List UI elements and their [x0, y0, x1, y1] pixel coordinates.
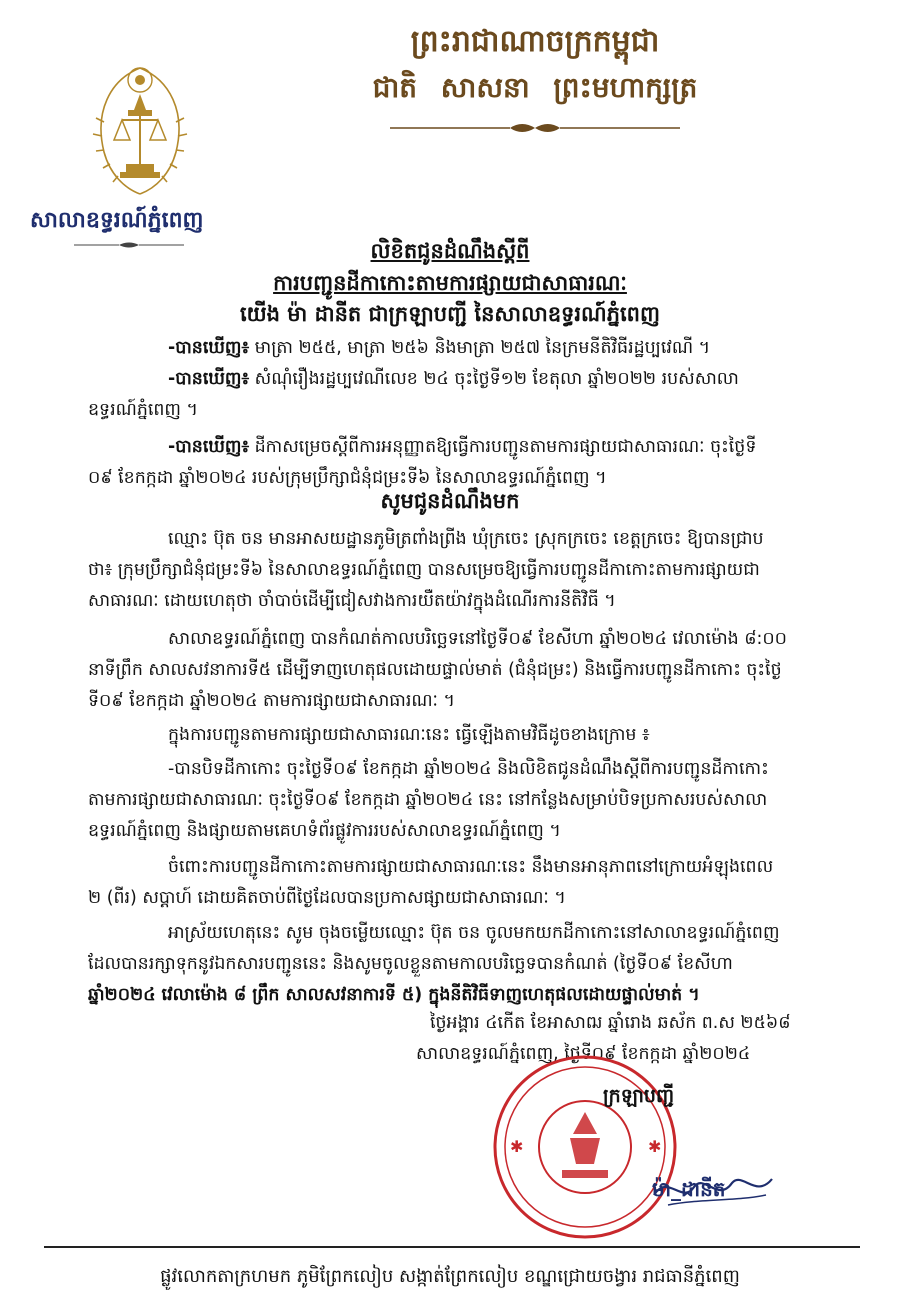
- motto-heading: ជាតិ សាសនា ព្រះមហាក្សត្រ: [372, 71, 698, 104]
- body-p4-l1: -បានបិទដីកាកោះ ចុះថ្ងៃទី០៩ ខែកក្កដា ឆ្នាំ២០២៤ និងលិខិតជូនដំណឹងស្តីពីការបញ្ជូនដីកាកោះ: [168, 759, 769, 779]
- consideration-text: មាត្រា ២៥៥, មាត្រា ២៥៦ និងមាត្រា ២៥៧ នៃក្រមនីតិវិធីរដ្ឋប្បវេណី ។: [254, 338, 711, 358]
- body-p6-l3: ឆ្នាំ២០២៤ វេលាម៉ោង ៨ ព្រឹក សាលសវនាការទី ៥) ក្នុងនីតិវិធីទាញហេតុផលដោយផ្ទាល់មាត់ ។: [88, 985, 700, 1005]
- issuer-line: យើង ម៉ា ដានីត ជាក្រឡាបញ្ជី នៃសាលាឧទ្ធរណ៍ភ្នំពេញ: [239, 302, 661, 326]
- svg-text:✱: ✱: [648, 1137, 662, 1156]
- notice-subject: ការបញ្ជូនដីកាកោះតាមការផ្សាយជាសាធារណៈ: [273, 271, 627, 295]
- body-p5-l1: ចំពោះការបញ្ជូនដីកាកោះតាមការផ្សាយជាសាធារណៈនេះ នឹងមានអានុភាពនៅក្រោយអំឡុងពេល: [168, 857, 774, 877]
- body-p3-l1: ក្នុងការបញ្ជូនតាមការផ្សាយជាសាធារណៈនេះ ធ្វើឡើងតាមវិធីដូចខាងក្រោម ៖: [168, 725, 650, 745]
- consideration-3: [88, 432, 858, 463]
- footer-address: ផ្លូវលោកតាក្រហមក ភូមិព្រែកលៀប សង្កាត់ព្រែកលៀប ខណ្ឌជ្រោយចង្វារ រាជធានីភ្នំពេញ: [160, 1266, 740, 1287]
- svg-text:✱: ✱: [510, 1137, 524, 1156]
- consideration-2-cont: ឧទ្ធរណ៍ភ្នំពេញ ។: [88, 400, 198, 420]
- footer-divider: [44, 1246, 860, 1248]
- body-p1-l2: ថា៖ ក្រុមប្រឹក្សាជំនុំជម្រះទី៦ នៃសាលាឧទ្ធរណ៍ភ្នំពេញ បានសម្រេចឱ្យធ្វើការបញ្ជូនដីកាកោះតាមការផ្សាយជា: [88, 560, 760, 580]
- signer-name: ម៉ា_ដានីត: [652, 1177, 726, 1201]
- consideration-3-cont: ០៩ ខែកក្កដា ឆ្នាំ២០២៤ របស់ក្រុមប្រឹក្សាជំនុំជម្រះទី៦ នៃសាលាឧទ្ធរណ៍ភ្នំពេញ ។: [88, 468, 607, 488]
- body-p2-l1: សាលាឧទ្ធរណ៍ភ្នំពេញ បានកំណត់កាលបរិច្ឆេទនៅថ្ងៃទី០៩ ខែសីហា ឆ្នាំ២០២៤ វេលាម៉ោង ៨:០០: [168, 629, 787, 649]
- court-name: សាលាឧទ្ធរណ៍ភ្នំពេញ: [30, 208, 204, 233]
- body-p2-l2: នាទីព្រឹក សាលសវនាការទី៥ ដើម្បីទាញហេតុផលដោយផ្ទាល់មាត់ (ជំនុំជម្រះ) និងធ្វើការបញ្ជូនដីកាកោះ ចុះថ្ងៃ: [88, 660, 782, 680]
- body-p1-l1: ឈ្មោះ ប៊ុត ចន មានអាសយដ្ឋានភូមិត្រពាំងព្រីង ឃុំក្រចេះ ស្រុកក្រចេះ ខេត្តក្រចេះ ឱ្យបានជ្រាប: [168, 529, 764, 549]
- body-p4-l3: ឧទ្ធរណ៍ភ្នំពេញ និងផ្សាយតាមគេហទំព័រផ្លូវការរបស់សាលាឧទ្ធរណ៍ភ្នំពេញ ។: [88, 821, 561, 841]
- body-p2-l3: ទី០៩ ខែកក្កដា ឆ្នាំ២០២៤ តាមការផ្សាយជាសាធារណៈ ។: [88, 691, 455, 711]
- kingdom-heading: ព្រះរាជាណាចក្រកម្ពុជា: [410, 24, 660, 59]
- lunar-date: ថ្ងៃអង្គារ ៤កើត ខែអាសាឍ ឆ្នាំរោង ឆស័ក ព.ស ២៥៦៨: [430, 1013, 791, 1033]
- consideration-2: [88, 364, 858, 395]
- consideration-label: -បានឃើញ៖: [168, 437, 250, 457]
- consideration-text: សំណុំរឿងរដ្ឋប្បវេណីលេខ ២៤ ចុះថ្ងៃទី១២ ខែតុលា ឆ្នាំ២០២២ របស់សាលា: [254, 369, 739, 389]
- notice-title: លិខិតជូនដំណឹងស្តីពី: [370, 239, 530, 263]
- consideration-1: [88, 333, 858, 364]
- body-p6-l2: ដែលបានរក្សាទុកនូវឯកសារបញ្ជូននេះ និងសូមចូលខ្លួនតាមកាលបរិច្ឆេទបានកំណត់ (ថ្ងៃទី០៩ ខែសីហា: [88, 954, 733, 974]
- consideration-label: -បានឃើញ៖: [168, 338, 250, 358]
- place-date: សាលាឧទ្ធរណ៍ភ្នំពេញ, ថ្ងៃទី០៩ ខែកក្កដា ឆ្នាំ២០២៤: [416, 1044, 751, 1064]
- body-p4-l2: តាមការផ្សាយជាសាធារណៈ ចុះថ្ងៃទី០៩ ខែកក្កដា ឆ្នាំ២០២៤ នេះ នៅកន្លែងសម្រាប់បិទប្រកាសរបស់សាលា: [88, 790, 768, 810]
- body-p6-l1: អាស្រ័យហេតុនេះ សូម ចុងចម្លើយឈ្មោះ ប៊ុត ចន ចូលមកយកដីកាកោះនៅសាលាឧទ្ធរណ៍ភ្នំពេញ: [168, 923, 780, 943]
- body-p5-l2: ២ (ពីរ) សប្តាហ៍ ដោយគិតចាប់ពីថ្ងៃដែលបានប្រកាសផ្សាយជាសាធារណៈ ។: [88, 888, 566, 908]
- consideration-text: ដីកាសម្រេចស្តីពីការអនុញ្ញាតឱ្យធ្វើការបញ្ជូនតាមការផ្សាយជាសាធារណៈ ចុះថ្ងៃទី: [254, 437, 757, 457]
- body-p1-l3: សាធារណៈ ដោយហេតុថា ចាំបាច់ដើម្បីជៀសវាងការយឺតយ៉ាវក្នុងដំណើរការនីតិវិធី ។: [88, 591, 616, 611]
- signer-role: ក្រឡាបញ្ជី: [603, 1085, 675, 1107]
- notice-heading: សូមជូនដំណឹងមក: [380, 489, 520, 513]
- header-ornament-divider: [390, 120, 680, 136]
- consideration-label: -បានឃើញ៖: [168, 369, 250, 389]
- court-emblem-logo: [82, 52, 198, 202]
